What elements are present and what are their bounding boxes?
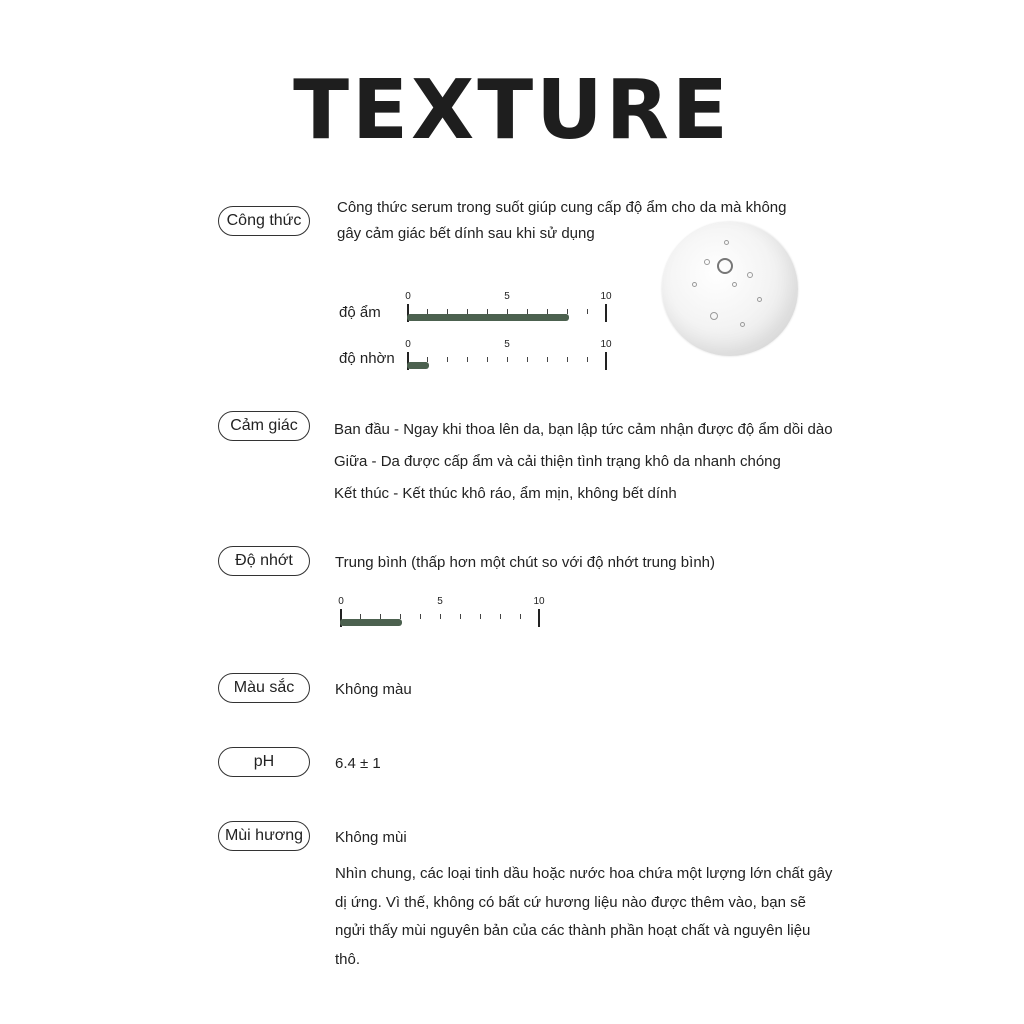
- viscosity-scale-max: 10: [533, 596, 545, 607]
- scale-end: [605, 304, 607, 322]
- ph-text: 6.4 ± 1: [335, 755, 381, 772]
- tick: [447, 357, 448, 362]
- color-tag: Màu sắc: [218, 673, 310, 703]
- tick: [527, 357, 528, 362]
- moisture-scale-max: 10: [600, 291, 612, 302]
- feel-line3: Kết thúc - Kết thúc khô ráo, ẩm mịn, không bết dính: [334, 485, 677, 502]
- tick: [467, 357, 468, 362]
- viscosity-scale: [338, 596, 545, 629]
- formula-tag: Công thức: [218, 206, 310, 236]
- oiliness-label: độ nhờn: [339, 350, 395, 367]
- oiliness-scale-mid: 5: [504, 339, 510, 350]
- viscosity-text: Trung bình (thấp hơn một chút so với độ nhớt trung bình): [335, 554, 715, 571]
- serum-droplet-image: [662, 222, 798, 356]
- viscosity-scale-min: 0: [338, 596, 344, 607]
- scale-end: [538, 609, 540, 627]
- tick: [587, 357, 588, 362]
- tick: [567, 357, 568, 362]
- moisture-fill: [407, 314, 569, 321]
- tick: [507, 357, 508, 362]
- tick: [487, 357, 488, 362]
- moisture-scale-mid: 5: [504, 291, 510, 302]
- tick: [420, 614, 421, 619]
- formula-text-line1: Công thức serum trong suốt giúp cung cấp độ ẩm cho da mà không: [337, 199, 787, 216]
- viscosity-fill: [340, 619, 402, 626]
- oiliness-scale-max: 10: [600, 339, 612, 350]
- tick: [547, 357, 548, 362]
- formula-text-line2: gây cảm giác bết dính sau khi sử dụng: [337, 225, 595, 242]
- oiliness-scale-min: 0: [405, 339, 411, 350]
- tick: [460, 614, 461, 619]
- color-text: Không màu: [335, 681, 412, 698]
- tick: [440, 614, 441, 619]
- tick: [587, 309, 588, 314]
- ph-tag: pH: [218, 747, 310, 777]
- scent-paragraph: Nhìn chung, các loại tinh dầu hoặc nước hoa chứa một lượng lớn chất gây dị ứng. Vì thế, không có bất cứ hương liệu nào được thêm vào, bạn sẽ ngửi thấy mùi nguyên bản của các thành phần hoạt chất và nguyên liệu thô.: [335, 865, 833, 968]
- oiliness-fill: [407, 362, 429, 369]
- tick: [520, 614, 521, 619]
- oiliness-scale: [405, 339, 612, 372]
- moisture-scale-min: 0: [405, 291, 411, 302]
- page-title: TEXTURE: [293, 63, 731, 158]
- viscosity-scale-mid: 5: [437, 596, 443, 607]
- moisture-scale: [405, 291, 612, 324]
- feel-line1: Ban đầu - Ngay khi thoa lên da, bạn lập tức cảm nhận được độ ẩm dồi dào: [334, 421, 833, 438]
- scent-tag: Mùi hương: [218, 821, 310, 851]
- feel-line2: Giữa - Da được cấp ẩm và cải thiện tình trạng khô da nhanh chóng: [334, 453, 781, 470]
- tick: [500, 614, 501, 619]
- tick: [480, 614, 481, 619]
- viscosity-tag: Độ nhớt: [218, 546, 310, 576]
- scale-end: [605, 352, 607, 370]
- moisture-label: độ ẩm: [339, 304, 381, 321]
- scent-text: Không mùi: [335, 829, 407, 846]
- feel-tag: Cảm giác: [218, 411, 310, 441]
